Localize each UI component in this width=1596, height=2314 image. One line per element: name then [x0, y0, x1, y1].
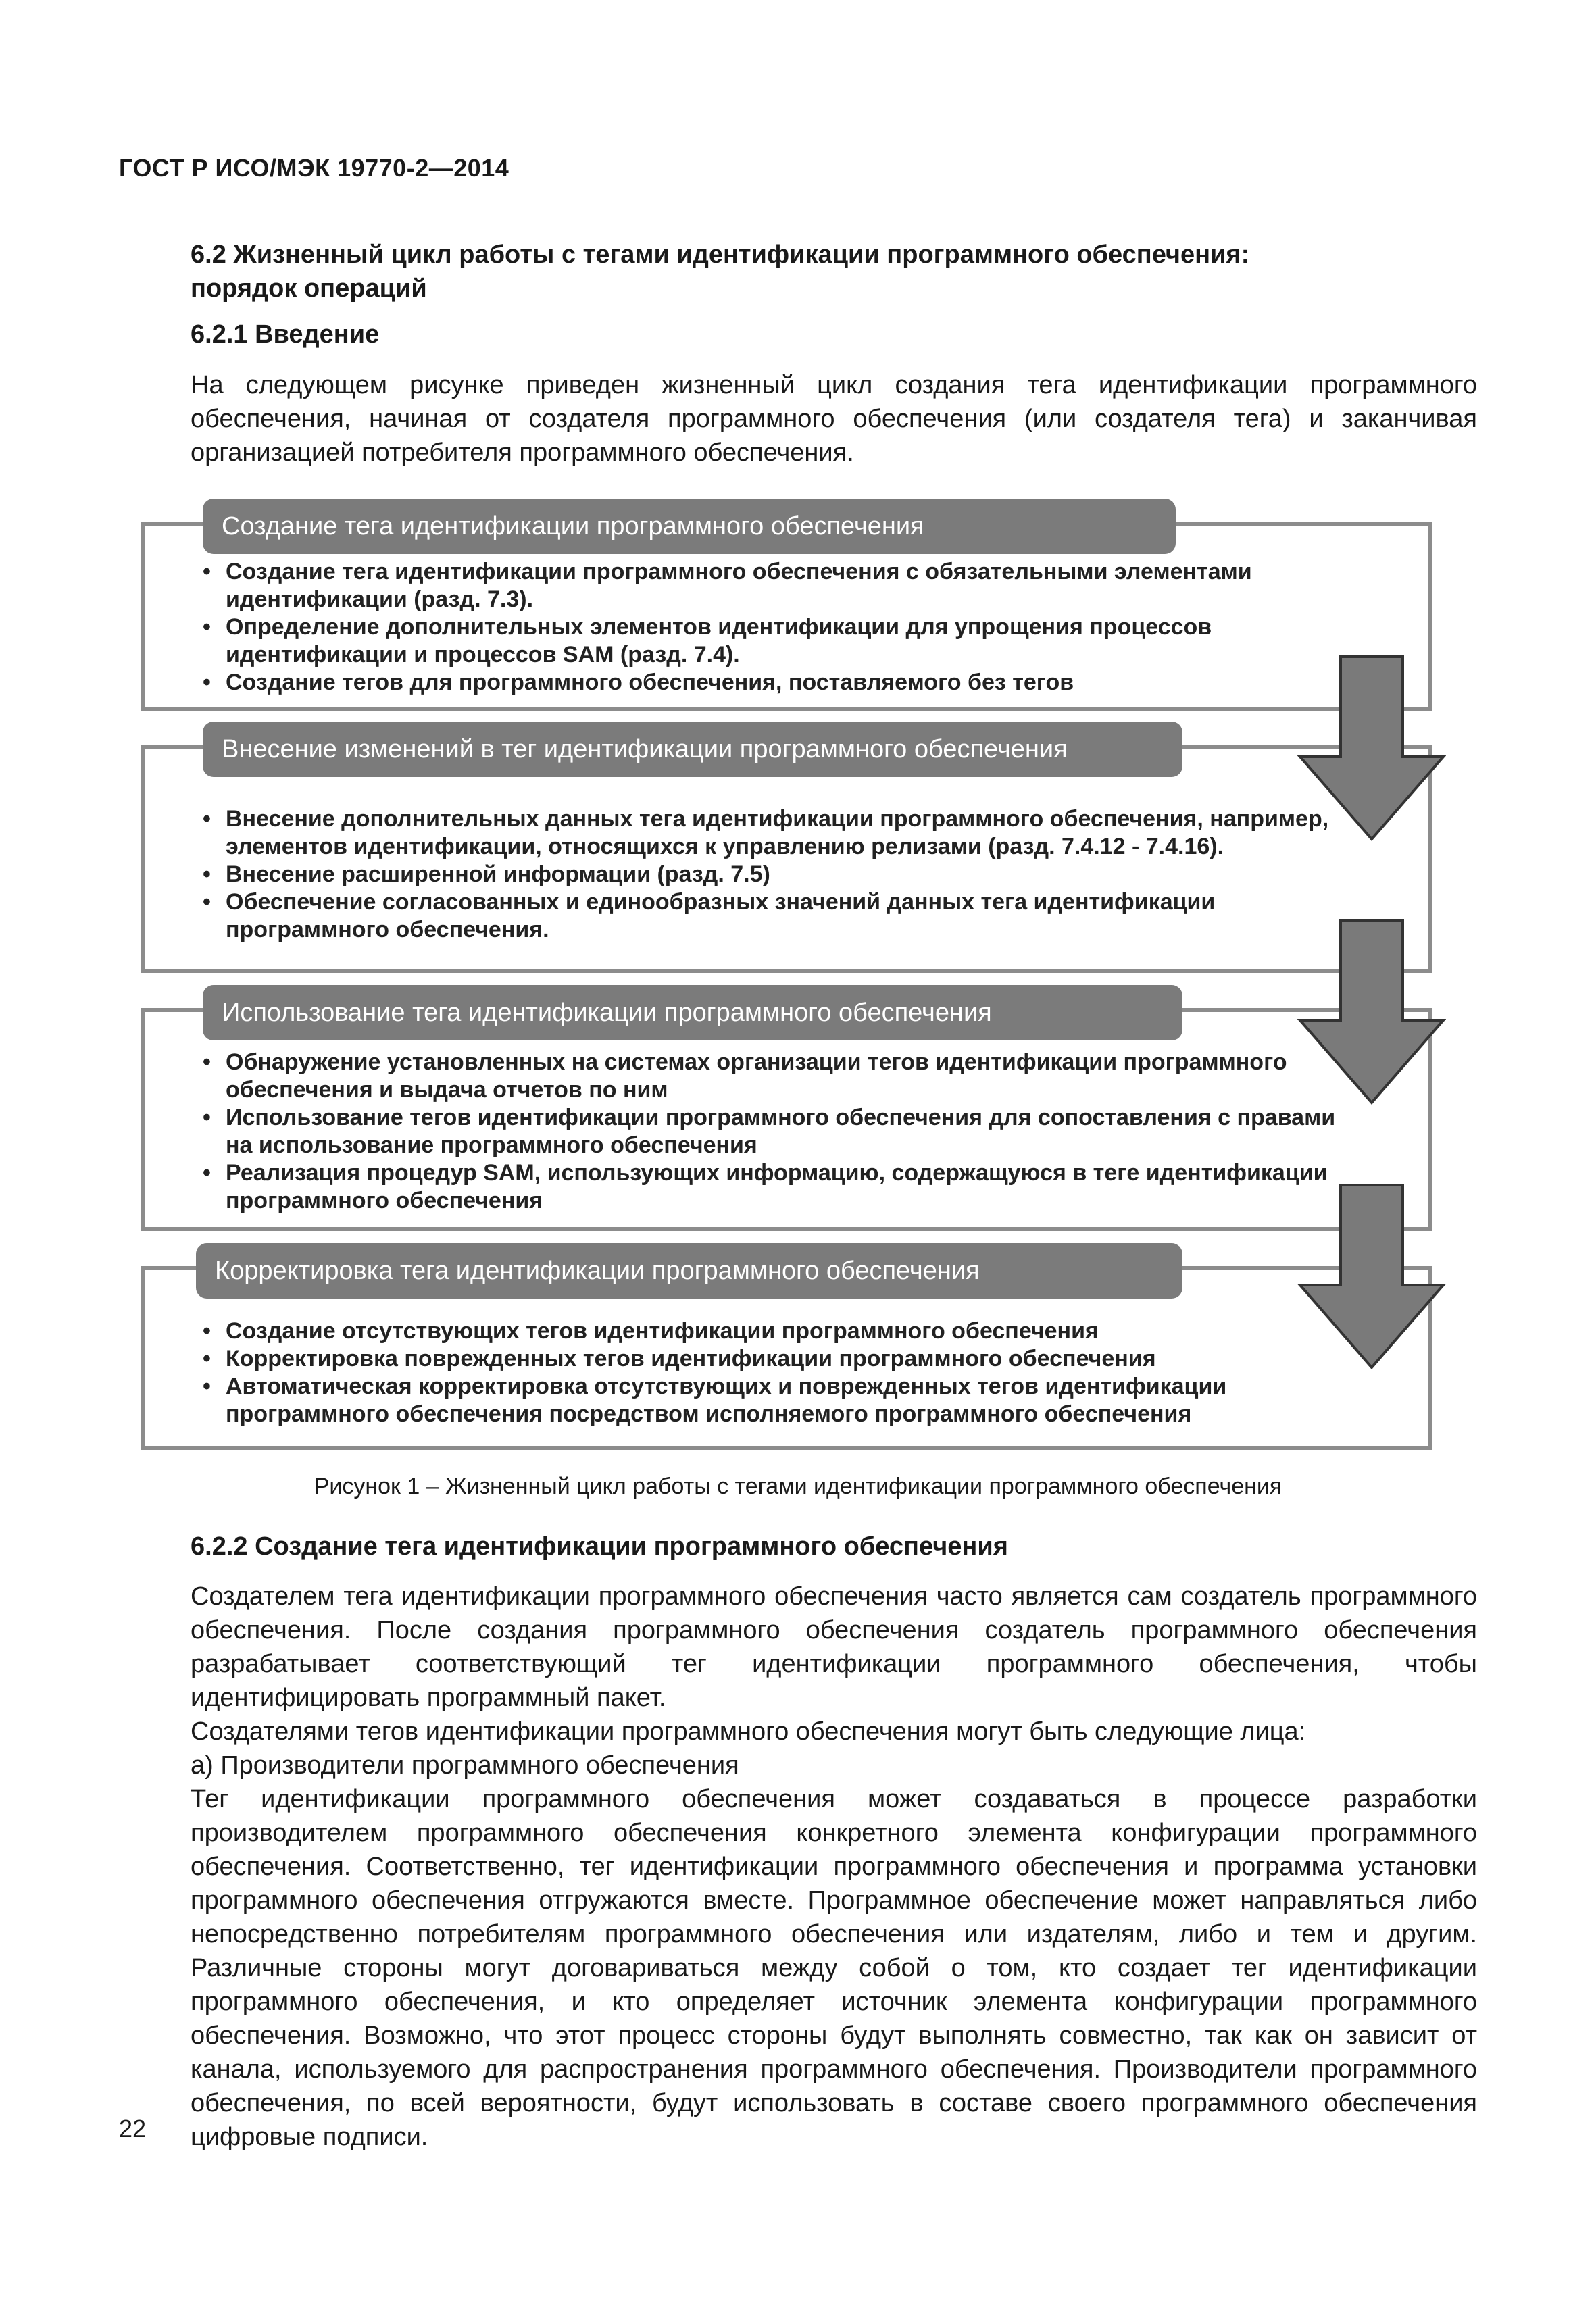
stage-3-bullets	[203, 1049, 1351, 1215]
section-title-line2: порядок операций	[191, 274, 427, 303]
intro-paragraph: На следующем рисунке приведен жизненный цикл создания тега идентификации программного обеспечения, начиная от создателя программного обеспечения (или создателя тега) и заканчивая организацией потребителя программного обеспечения.	[191, 371, 1477, 467]
list-item: • Создание тега идентификации программного обеспечения с обязательными элементами идентификации (разд. 7.3).	[203, 558, 1297, 613]
section-title-line1: 6.2 Жизненный цикл работы с тегами идентификации программного обеспечения:	[191, 241, 1250, 269]
list-item-manufacturers: а) Производители программного обеспечения	[191, 1751, 739, 1780]
stage-1-bullets	[203, 558, 1297, 697]
paragraph-creators-list-intro: Создателями тегов идентификации программного обеспечения могут быть следующие лица:	[191, 1717, 1306, 1746]
figure-caption: Рисунок 1 – Жизненный цикл работы с тегами идентификации программного обеспечения	[314, 1474, 1282, 1499]
list-item: • Создание отсутствующих тегов идентификации программного обеспечения	[203, 1317, 1297, 1345]
stage-title-2: Внесение изменений в тег идентификации программного обеспечения	[203, 722, 1182, 777]
stage-title-1: Создание тега идентификации программного обеспечения	[203, 499, 1176, 554]
subsection-title-intro: 6.2.1 Введение	[191, 320, 380, 349]
page-number: 22	[119, 2115, 147, 2142]
list-item: • Реализация процедур SAM, использующих информацию, содержащуюся в теге идентификации программного обеспечения	[203, 1159, 1351, 1215]
list-item: • Обнаружение установленных на системах организации тегов идентификации программного обеспечения и выдача отчетов по ним	[203, 1049, 1351, 1104]
list-item: • Обеспечение согласованных и единообразных значений данных тега идентификации программного обеспечения.	[203, 888, 1351, 944]
paragraph-manufacturers: Тег идентификации программного обеспечения может создаваться в процессе разработки производителем программного обеспечения конкретного элемента конфигурации программного обеспечения. Соответственно, тег идентификации программного обеспечения и программа установки программного обеспечения отгружаются вместе. Программное обеспечение может направляться либо непосредственно потребителям программного обеспечения или издателям, либо и тем и другим. Различные стороны могут договариваться между собой о том, кто создает тег идентификации программного обеспечения, и кто определяет источник элемента конфигурации программного обеспечения. Возможно, что этот процесс стороны будут выполнять совместно, так как он зависит от канала, используемого для распространения программного обеспечения. Производители программного обеспечения, по всей вероятности, будут использовать в составе своего программного обеспечения цифровые подписи.	[191, 1785, 1477, 2151]
stage-4-bullets	[203, 1317, 1297, 1428]
list-item: • Внесение расширенной информации (разд. 7.5)	[203, 861, 1351, 888]
list-item: • Создание тегов для программного обеспечения, поставляемого без тегов	[203, 669, 1297, 697]
list-item: • Использование тегов идентификации программного обеспечения для сопоставления с правами на использование программного обеспечения	[203, 1104, 1351, 1159]
list-item: • Автоматическая корректировка отсутствующих и поврежденных тегов идентификации программного обеспечения посредством исполняемого программного обеспечения	[203, 1373, 1297, 1428]
stage-title-4: Корректировка тега идентификации программного обеспечения	[196, 1243, 1182, 1299]
document-code: ГОСТ Р ИСО/МЭК 19770-2—2014	[119, 154, 509, 182]
list-item: • Корректировка поврежденных тегов идентификации программного обеспечения	[203, 1345, 1297, 1373]
section-title	[191, 238, 1474, 305]
list-item: • Внесение дополнительных данных тега идентификации программного обеспечения, например, элементов идентификации, относящихся к управлению релизами (разд. 7.4.12 - 7.4.16).	[203, 805, 1351, 861]
stage-title-3: Использование тега идентификации программного обеспечения	[203, 985, 1182, 1040]
paragraph-creator: Создателем тега идентификации программного обеспечения часто является сам создатель программного обеспечения. После создания программного обеспечения создатель программного обеспечения разрабатывает соответствующий тег идентификации программного обеспечения, чтобы идентифицировать программный пакет.	[191, 1582, 1477, 1712]
subsection-title-creation: 6.2.2 Создание тега идентификации программного обеспечения	[191, 1532, 1008, 1561]
stage-2-bullets	[203, 805, 1351, 944]
list-item: • Определение дополнительных элементов идентификации для упрощения процессов идентификации и процессов SAM (разд. 7.4).	[203, 613, 1297, 669]
